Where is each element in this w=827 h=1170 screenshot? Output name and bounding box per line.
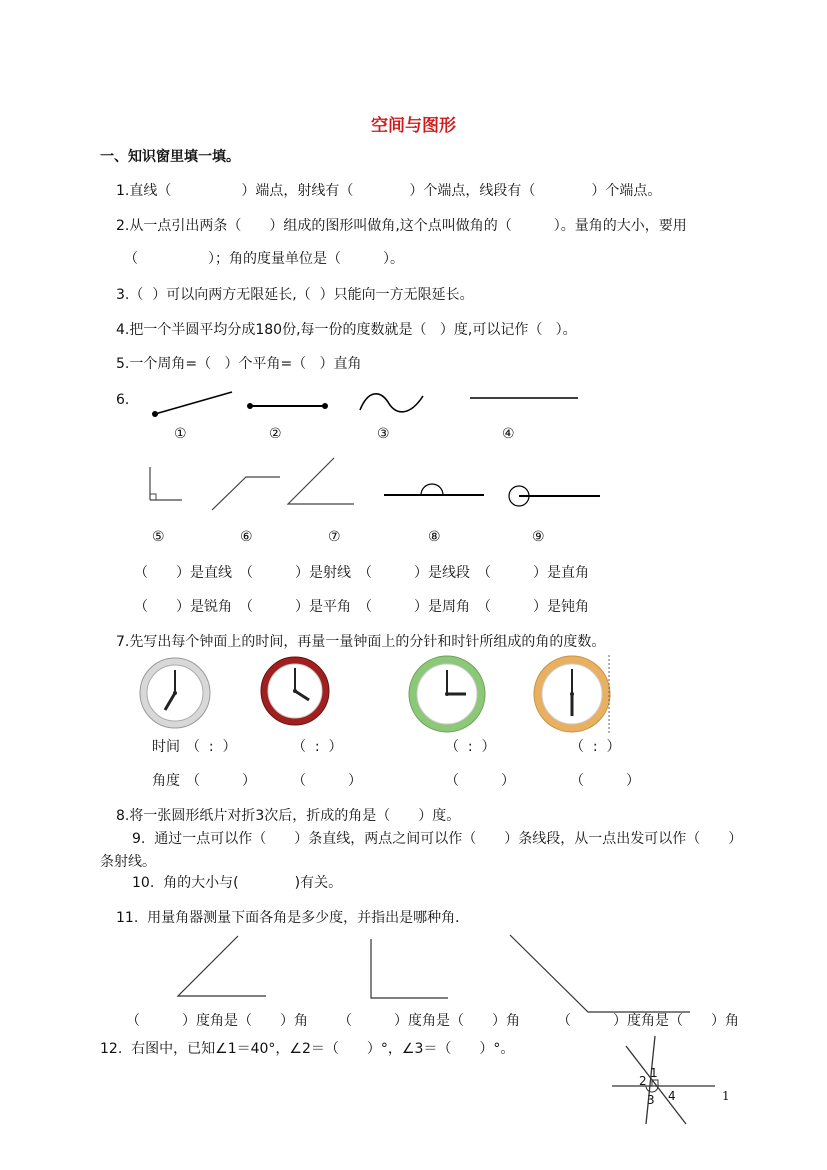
angle-blank: （ ） — [186, 773, 256, 789]
clock-2 — [261, 657, 329, 725]
figure-label: ③ — [377, 426, 390, 442]
question-8: 8.将一张圆形纸片对折3次后，折成的角是（ ）度。 — [116, 808, 461, 824]
figure-3-curve — [360, 394, 423, 412]
question-6: 6. — [116, 392, 130, 408]
section-heading: 一、知识窗里填一填。 — [100, 149, 240, 165]
q11-answer-3: （ ）度角是（ ）角 — [557, 1013, 739, 1029]
clock-3 — [409, 656, 485, 732]
question-2-line2: （ ）；角的度量单位是（ ）。 — [124, 251, 404, 267]
q12-label: 3 — [647, 1093, 655, 1107]
q11-angle-1 — [178, 936, 266, 996]
figure-label: ⑥ — [240, 529, 253, 545]
q12-figure — [612, 1036, 715, 1124]
question-9-line2: 条射线。 — [100, 854, 156, 870]
time-blank: （ : ） — [292, 739, 343, 755]
question-12: 12. 右图中，已知∠1＝40°，∠2＝（ ）°，∠3＝（ ）°。 — [100, 1041, 515, 1057]
question-4: 4.把一个半圆平均分成180份,每一份的度数就是（ ）度,可以记作（ ）。 — [116, 322, 577, 338]
question-9-line1: 9. 通过一点可以作（ ）条直线，两点之间可以作（ ）条线段，从一点出发可以作（ ） — [132, 831, 743, 847]
question-1: 1.直线（ ）端点，射线有（ ）个端点，线段有（ ）个端点。 — [116, 183, 662, 199]
q12-label: 4 — [668, 1089, 676, 1103]
time-blank: （ : ） — [445, 739, 496, 755]
question-3: 3.（ ）可以向两方无限延长,（ ）只能向一方无限延长。 — [116, 287, 474, 303]
figure-8-straight-angle — [384, 484, 484, 495]
q11-answer-1: （ ）度角是（ ）角 — [126, 1013, 308, 1029]
question-10: 10. 角的大小与( )有关。 — [132, 875, 343, 891]
question-2-line1: 2.从一点引出两条（ ）组成的图形叫做角,这个点叫做角的（ ）。量角的大小，要用 — [116, 218, 687, 234]
q12-label: 2 — [639, 1074, 647, 1088]
figure-label: ⑨ — [532, 529, 545, 545]
page-title: 空间与图形 — [371, 116, 456, 136]
time-blank: （ : ） — [570, 739, 621, 755]
q11-answer-2: （ ）度角是（ ）角 — [338, 1013, 520, 1029]
figure-label: ④ — [502, 426, 515, 442]
figure-5-right-angle — [150, 467, 182, 500]
clock-4 — [534, 655, 610, 733]
figure-label: ⑦ — [328, 529, 341, 545]
figure-1-ray — [152, 392, 232, 417]
q11-angle-3 — [510, 935, 690, 1012]
figure-label: ⑧ — [428, 529, 441, 545]
q12-label: 1 — [650, 1066, 658, 1080]
page-number: 1 — [722, 1089, 730, 1103]
figure-6-bent — [212, 477, 280, 510]
q11-angle-2 — [371, 939, 448, 998]
q6-answers-row1: （ ）是直线 （ ）是射线 （ ）是线段 （ ）是直角 — [134, 565, 589, 581]
time-blank: （ : ） — [186, 739, 237, 755]
angle-blank: （ ） — [292, 773, 362, 789]
figure-label: ① — [174, 426, 187, 442]
clock-1 — [140, 658, 210, 728]
angle-label: 角度 — [152, 773, 180, 789]
figure-2-segment — [247, 403, 328, 409]
question-7: 7.先写出每个钟面上的时间，再量一量钟面上的分针和时针所组成的角的度数。 — [116, 634, 606, 650]
angle-blank: （ ） — [570, 773, 640, 789]
figure-9-full-angle — [509, 486, 600, 506]
angle-blank: （ ） — [445, 773, 515, 789]
figure-label: ② — [269, 426, 282, 442]
question-11: 11. 用量角器测量下面各角是多少度，并指出是哪种角． — [116, 910, 470, 926]
figure-label: ⑤ — [152, 529, 165, 545]
time-label: 时间 — [152, 739, 180, 755]
q6-answers-row2: （ ）是锐角 （ ）是平角 （ ）是周角 （ ）是钝角 — [134, 599, 589, 615]
figure-7-acute-angle — [288, 458, 354, 504]
question-5: 5.一个周角=（ ）个平角=（ ）直角 — [116, 356, 362, 372]
